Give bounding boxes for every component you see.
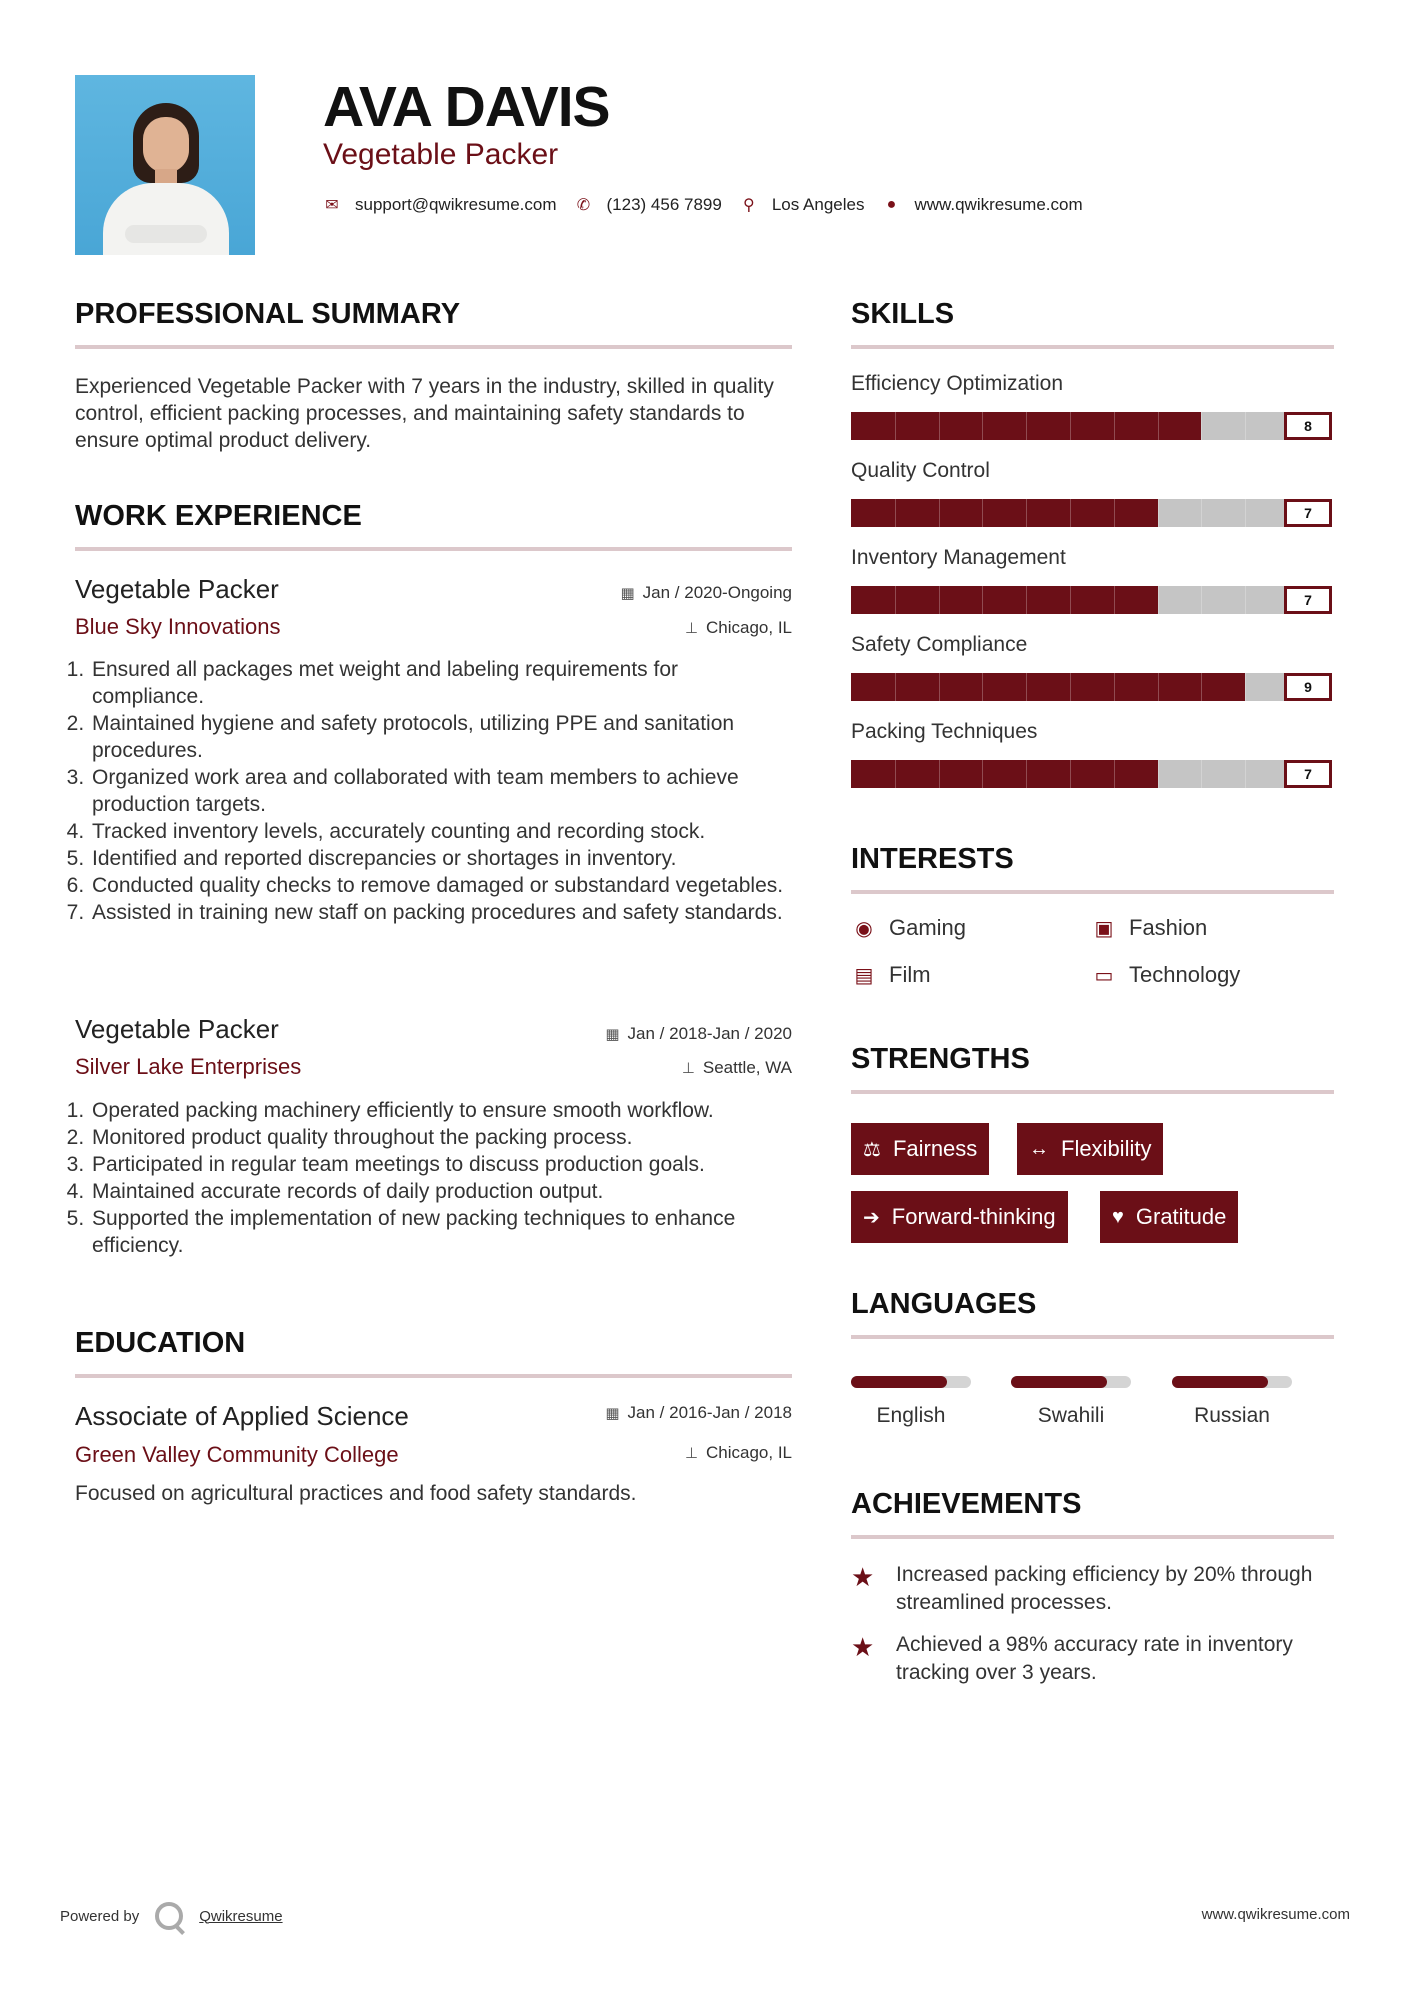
star-icon: ★	[851, 1562, 875, 1592]
arrow-right-icon: ➔	[863, 1206, 880, 1229]
skill-bar-divider	[1114, 673, 1115, 701]
skill-bar-divider	[895, 499, 896, 527]
skill-bar-divider	[1158, 760, 1159, 788]
list-item: 2. Maintained hygiene and safety protocols, utilizing PPE and sanitation procedures.	[90, 710, 792, 764]
skill-bar	[851, 586, 1289, 614]
skill-bar-divider	[1070, 673, 1071, 701]
job-dates: ▦ Jan / 2018-Jan / 2020	[605, 1024, 792, 1043]
skill-bar-divider	[1158, 412, 1159, 440]
interests-rule	[851, 890, 1334, 894]
skill-bar-divider	[895, 586, 896, 614]
education-dates: ▦ Jan / 2016-Jan / 2018	[605, 1403, 792, 1422]
skill-bar-divider	[982, 586, 983, 614]
heart-icon: ♥	[1112, 1205, 1124, 1228]
skill-bar-fill	[851, 586, 1158, 614]
skill-level-badge: 7	[1284, 499, 1332, 527]
skill-label: Efficiency Optimization	[851, 372, 1064, 395]
skill-bar-divider	[895, 412, 896, 440]
language-bar-fill	[851, 1376, 947, 1388]
skill-bar-divider	[1245, 412, 1246, 440]
contact-row	[323, 192, 1101, 218]
skill-bar-divider	[1201, 760, 1202, 788]
language-label: English	[876, 1404, 946, 1427]
footer-powered	[60, 1902, 283, 1930]
skill-bar-divider	[1201, 499, 1202, 527]
skill-bar-fill	[851, 760, 1158, 788]
skill-bar-divider	[1070, 412, 1071, 440]
job-duties	[72, 656, 792, 926]
achievements-heading: ACHIEVEMENTS	[851, 1488, 1082, 1520]
education-heading: EDUCATION	[75, 1327, 246, 1359]
footer-brand-link[interactable]: Qwikresume	[199, 1907, 283, 1925]
job-company: Blue Sky Innovations	[75, 614, 281, 639]
skill-bar-divider	[1026, 412, 1027, 440]
skill-bar-divider	[939, 760, 940, 788]
job-role: Vegetable Packer	[75, 1014, 279, 1044]
language-label: Russian	[1194, 1404, 1270, 1427]
job-location: ⊥ Seattle, WA	[681, 1058, 792, 1077]
skill-level-badge: 9	[1284, 673, 1332, 701]
language-bar-fill	[1172, 1376, 1268, 1388]
summary-heading: PROFESSIONAL SUMMARY	[75, 298, 461, 330]
skill-bar-divider	[1114, 586, 1115, 614]
qwikresume-logo-icon	[155, 1902, 183, 1930]
gamepad-icon: ◉	[855, 917, 873, 940]
list-item: 5. Identified and reported discrepancies or shortages in inventory.	[90, 845, 792, 872]
skill-bar-divider	[1245, 586, 1246, 614]
contact-email[interactable]: support@qwikresume.com	[355, 195, 557, 214]
star-icon: ★	[851, 1632, 875, 1662]
job-duties	[72, 1097, 802, 1259]
skill-bar-divider	[1245, 760, 1246, 788]
summary-rule	[75, 345, 792, 349]
education-location: ⊥ Chicago, IL	[684, 1443, 792, 1462]
skill-bar-divider	[1114, 760, 1115, 788]
candidate-title: Vegetable Packer	[323, 138, 559, 171]
job-dates: ▦ Jan / 2020-Ongoing	[620, 583, 792, 602]
skill-bar-divider	[1026, 586, 1027, 614]
strength-badge: ➔ Forward-thinking	[851, 1191, 1068, 1243]
skill-bar	[851, 412, 1289, 440]
language-bar	[1011, 1376, 1131, 1388]
phone-icon: ✆	[576, 197, 591, 214]
skill-bar-divider	[1070, 499, 1071, 527]
education-description: Focused on agricultural practices and food safety standards.	[75, 1482, 637, 1505]
achievements-rule	[851, 1535, 1334, 1539]
list-item: 7. Assisted in training new staff on packing procedures and safety standards.	[90, 899, 792, 926]
job-location: ⊥ Chicago, IL	[684, 618, 792, 637]
skill-bar-divider	[1070, 760, 1071, 788]
skill-bar-fill	[851, 673, 1245, 701]
list-item: 6. Conducted quality checks to remove damaged or substandard vegetables.	[90, 872, 792, 899]
job-company: Silver Lake Enterprises	[75, 1054, 302, 1079]
list-item: 1. Ensured all packages met weight and labeling requirements for compliance.	[90, 656, 792, 710]
skill-bar	[851, 673, 1289, 701]
languages-heading: LANGUAGES	[851, 1288, 1037, 1320]
footer-url[interactable]: www.qwikresume.com	[1201, 1906, 1350, 1923]
job-role: Vegetable Packer	[75, 574, 279, 604]
contact-website[interactable]: www.qwikresume.com	[914, 195, 1083, 214]
list-item: 3. Participated in regular team meetings to discuss production goals.	[90, 1151, 802, 1178]
language-bar	[1172, 1376, 1292, 1388]
calendar-icon: ▦	[620, 585, 635, 602]
experience-heading: WORK EXPERIENCE	[75, 500, 362, 532]
interest-item: ▤ Film	[851, 962, 931, 988]
strengths-heading: STRENGTHS	[851, 1043, 1030, 1075]
skill-bar-divider	[1201, 412, 1202, 440]
thumbtack-icon: ⊥	[684, 1445, 698, 1462]
skill-bar	[851, 499, 1289, 527]
contact-location: Los Angeles	[771, 195, 865, 214]
envelope-icon: ✉	[325, 197, 339, 214]
interest-item: ▣ Fashion	[1091, 915, 1207, 941]
strength-badge: ♥ Gratitude	[1100, 1191, 1238, 1243]
skill-bar-divider	[939, 412, 940, 440]
list-item: 1. Operated packing machinery efficiently to ensure smooth workflow.	[90, 1097, 802, 1124]
interest-item: ▭ Technology	[1091, 962, 1240, 988]
skill-bar-divider	[1245, 499, 1246, 527]
thumbtack-icon: ⊥	[681, 1060, 695, 1077]
skill-bar-divider	[1114, 499, 1115, 527]
degree: Associate of Applied Science	[75, 1401, 409, 1431]
profile-photo	[75, 75, 255, 255]
skill-bar-divider	[1026, 760, 1027, 788]
calendar-icon: ▦	[605, 1026, 620, 1043]
skill-label: Packing Techniques	[851, 720, 1038, 743]
map-marker-icon: ⚲	[742, 197, 755, 214]
skill-bar-divider	[1026, 673, 1027, 701]
powered-by-label: Powered by	[60, 1907, 140, 1925]
shopping-bag-icon: ▣	[1094, 917, 1114, 940]
skill-bar-divider	[982, 412, 983, 440]
skill-level-badge: 7	[1284, 586, 1332, 614]
school: Green Valley Community College	[75, 1442, 399, 1467]
skill-bar-divider	[982, 499, 983, 527]
skill-label: Quality Control	[851, 459, 990, 482]
balance-scale-icon: ⚖	[863, 1138, 881, 1161]
laptop-icon: ▭	[1094, 964, 1114, 987]
skill-bar-divider	[1158, 586, 1159, 614]
education-rule	[75, 1374, 792, 1378]
skills-rule	[851, 345, 1334, 349]
strengths-rule	[851, 1090, 1334, 1094]
skill-bar-divider	[1070, 586, 1071, 614]
contact-phone[interactable]: (123) 456 7899	[606, 195, 722, 214]
list-item: 5. Supported the implementation of new packing techniques to enhance efficiency.	[90, 1205, 802, 1259]
skill-level-badge: 8	[1284, 412, 1332, 440]
strength-badge: ⚖ Fairness	[851, 1123, 989, 1175]
language-bar-fill	[1011, 1376, 1107, 1388]
interests-heading: INTERESTS	[851, 843, 1014, 875]
skill-bar-divider	[1026, 499, 1027, 527]
skill-bar-fill	[851, 499, 1158, 527]
skill-bar-divider	[1114, 412, 1115, 440]
skill-label: Inventory Management	[851, 546, 1066, 569]
skill-bar-divider	[939, 586, 940, 614]
skills-heading: SKILLS	[851, 298, 955, 330]
achievement-item: Increased packing efficiency by 20% through streamlined processes.	[896, 1563, 1313, 1614]
skill-bar-divider	[895, 673, 896, 701]
summary-text: Experienced Vegetable Packer with 7 years in the industry, skilled in quality control, efficient packing processes, and maintaining safety standards to ensure optimal product delivery.	[75, 375, 774, 452]
list-item: 4. Tracked inventory levels, accurately counting and recording stock.	[90, 818, 792, 845]
list-item: 2. Monitored product quality throughout the packing process.	[90, 1124, 802, 1151]
skill-bar-divider	[982, 760, 983, 788]
thumbtack-icon: ⊥	[684, 620, 698, 637]
candidate-name: AVA DAVIS	[323, 75, 610, 139]
skill-bar-divider	[939, 499, 940, 527]
film-icon: ▤	[854, 964, 874, 987]
globe-icon: ●	[886, 196, 897, 213]
skill-bar-divider	[1245, 673, 1246, 701]
list-item: 4. Maintained accurate records of daily production output.	[90, 1178, 802, 1205]
list-item: 3. Organized work area and collaborated with team members to achieve production targets.	[90, 764, 792, 818]
interest-item: ◉ Gaming	[851, 915, 966, 941]
skill-bar-divider	[939, 673, 940, 701]
skill-bar-divider	[1158, 499, 1159, 527]
skill-bar-divider	[895, 760, 896, 788]
skill-level-badge: 7	[1284, 760, 1332, 788]
skill-bar-divider	[1158, 673, 1159, 701]
language-bar	[851, 1376, 971, 1388]
language-label: Swahili	[1037, 1404, 1105, 1427]
achievement-item: Achieved a 98% accuracy rate in inventory tracking over 3 years.	[896, 1633, 1293, 1684]
experience-rule	[75, 547, 792, 551]
skill-bar	[851, 760, 1289, 788]
skill-bar-divider	[982, 673, 983, 701]
skill-label: Safety Compliance	[851, 633, 1028, 656]
arrows-h-icon: ↔	[1029, 1137, 1049, 1160]
skill-bar-divider	[1201, 586, 1202, 614]
calendar-icon: ▦	[605, 1405, 620, 1422]
languages-rule	[851, 1335, 1334, 1339]
skill-bar-divider	[1201, 673, 1202, 701]
strength-badge: ↔ Flexibility	[1017, 1123, 1163, 1175]
